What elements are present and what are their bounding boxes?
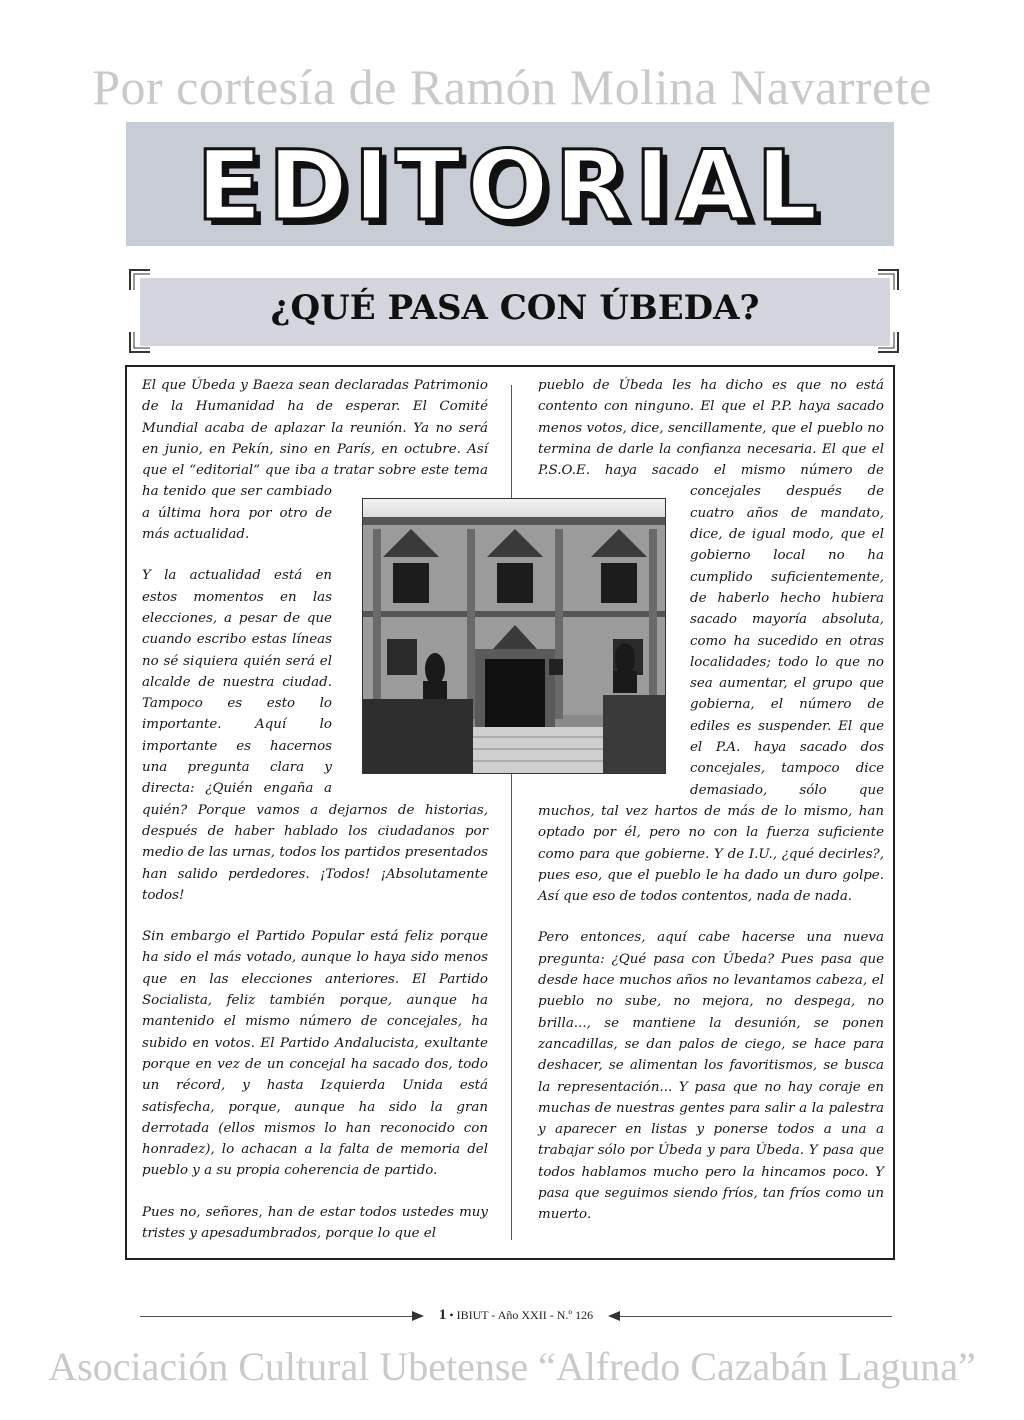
watermark-association: Asociación Cultural Ubetense “Alfredo Cazabán Laguna” [48,1344,976,1389]
footer-rule-right [610,1316,892,1317]
footer-rule-left [140,1316,422,1317]
watermark-courtesy: Por cortesía de Ramón Molina Navarrete [92,59,932,115]
headline-bar [140,278,890,346]
paragraph: Sin embargo el Partido Popular está feliz porque ha sido el más votado, aunque lo haya sido menos que en las elecciones anteriores. El Partido Socialista, feliz también porque, aunque ha mantenido el mismo número de concejales, ha subido en votos. El Partido Andalucista, exultante porque en vez de un concejal ha sacado dos, todo un récord, y hasta Izquierda Unida está satisfecha, porque, aunque ha sido la gran derrotada (ellos mismos lo han reconocido con honradez), lo achacan a la falta de memoria del pueblo y a su propia coherencia de partido. [142,929,488,1179]
paragraph: El que Úbeda y Baeza sean declaradas Patrimonio de la Humanidad ha de esperar. El Comité Mundial acaba de aplazar la reunión. Ya no será en junio, en Pekín, sino en París, en octubre. Así que el “editorial” que iba a tratar sobre este tema ha tenido que ser cambiado a última hora por otro de más actualidad. [142,378,488,543]
headline: ¿QUÉ PASA CON ÚBEDA? [270,288,760,328]
issue-info: IBIUT - Año XXII - N.º 126 [456,1308,594,1322]
section-banner [126,122,894,246]
paragraph: pueblo de Úbeda les ha dicho es que no está contento con ninguno. El que el P.P. haya sacado menos votos, dice, sencillamente, que el pueblo no termina de darle la confianza necesaria. El que el P.S.O.E. haya sacado el mismo número de concejales después de cuatro años de mandato, dice, de igual modo, que el gobierno local no ha cumplido suficientemente, de haberlo hecho hubiera sacado mayoría absoluta, como ha sucedido en otras localidades; todo lo que no sea aumentar, el grupo que gobierna, el número de ediles es suspender. El que el P.A. haya sacado dos concejales, tampoco dice demasiado, sólo que muchos, tal vez hartos de más de lo mismo, han optado por él, pero no con la fuerza suficiente como para que gobierne. Y de I.U., ¿qué decirles?, pues eso, que el pueblo le ha dado un duro golpe. Así que eso de todos contentos, nada de nada. [538,378,884,905]
page-number: 1 [438,1307,447,1323]
section-title: EDITORIAL [196,130,824,242]
arrow-left-icon [608,1311,620,1321]
paragraph: Pero entonces, aquí cabe hacerse una nueva pregunta: ¿Qué pasa con Úbeda? Pues pasa que desde hace muchos años no levantamos cabeza, el pueblo no sube, no mejora, no despega, no brilla..., se mantiene la desunión, se ponen zancadillas, se dan palos de ciego, se hace para deshacer, se alimentan los favoritismos, se busca la representación... Y pasa que no hay coraje en muchas de nuestras gentes para salir a la palestra y aparecer en listas y ponerse todos a una a trabajar sólo por Úbeda y para Úbeda. Y pasa que todos hablamos mucho pero la hincamos poco. Y pasa que seguimos siendo fríos, tan fríos como un muerto. [538,930,884,1223]
bullet: • [449,1308,454,1322]
paragraph: Y la actualidad está en estos momentos en las elecciones, a pesar de que cuando escribo estas líneas no sé siquiera quién será el alcalde de nuestra ciudad. Tampoco es esto lo importante. Aquí lo importante es hacernos una pregunta clara y directa: ¿Quién engaña a quién? Porque vamos a dejarnos de historias, después de haber hablado los ciudadanos por medio de las urnas, todos los partidos presentados han salido perdedores. ¡Todos! ¡Absolutamente todos! [142,568,488,903]
paragraph: Pues no, señores, han de estar todos ustedes muy tristes y apesadumbrados, porque lo que el [142,1204,488,1241]
arrow-right-icon [412,1311,424,1321]
article-column-right [538,375,884,1226]
page-footer [424,1304,608,1326]
